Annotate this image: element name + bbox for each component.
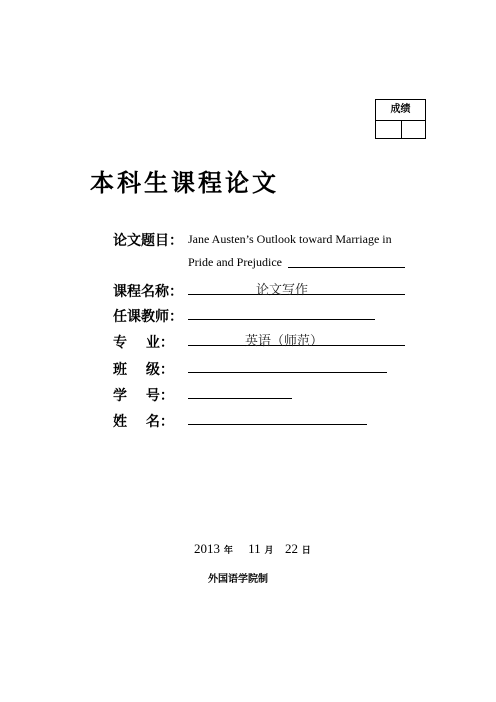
course-name-value: 论文写作	[256, 283, 309, 298]
grade-box	[375, 99, 426, 139]
date-year: 2013	[194, 541, 220, 556]
thesis-title-line-1: Jane Austen’s Outlook toward Marriage in	[188, 232, 392, 246]
date-line	[194, 541, 311, 557]
name-underline	[188, 411, 367, 425]
student-id-underline	[188, 385, 292, 399]
date-year-unit: 年	[223, 546, 233, 556]
class-underline	[188, 359, 387, 373]
date-month-unit: 月	[264, 546, 274, 556]
issuer-footer: 外国语学院制	[208, 574, 268, 585]
teacher-label: 任课教师：	[113, 309, 183, 325]
class-label: 班 级：	[113, 362, 174, 378]
name-label: 姓 名：	[113, 414, 174, 430]
thesis-title-underline	[288, 254, 405, 268]
course-name-label: 课程名称：	[113, 284, 183, 300]
grade-label: 成绩	[376, 100, 425, 121]
major-label: 专 业：	[113, 335, 174, 351]
document-title: 本科生课程论文	[90, 169, 279, 197]
date-month: 11	[248, 541, 261, 556]
thesis-title-label: 论文题目：	[113, 233, 183, 249]
thesis-title-line-2: Pride and Prejudice	[188, 255, 282, 269]
grade-divider	[401, 120, 402, 139]
teacher-underline	[188, 306, 375, 320]
date-day-unit: 日	[301, 546, 311, 556]
major-value: 英语（师范）	[245, 334, 324, 349]
date-day: 22	[284, 541, 298, 556]
student-id-label: 学 号：	[113, 388, 174, 404]
